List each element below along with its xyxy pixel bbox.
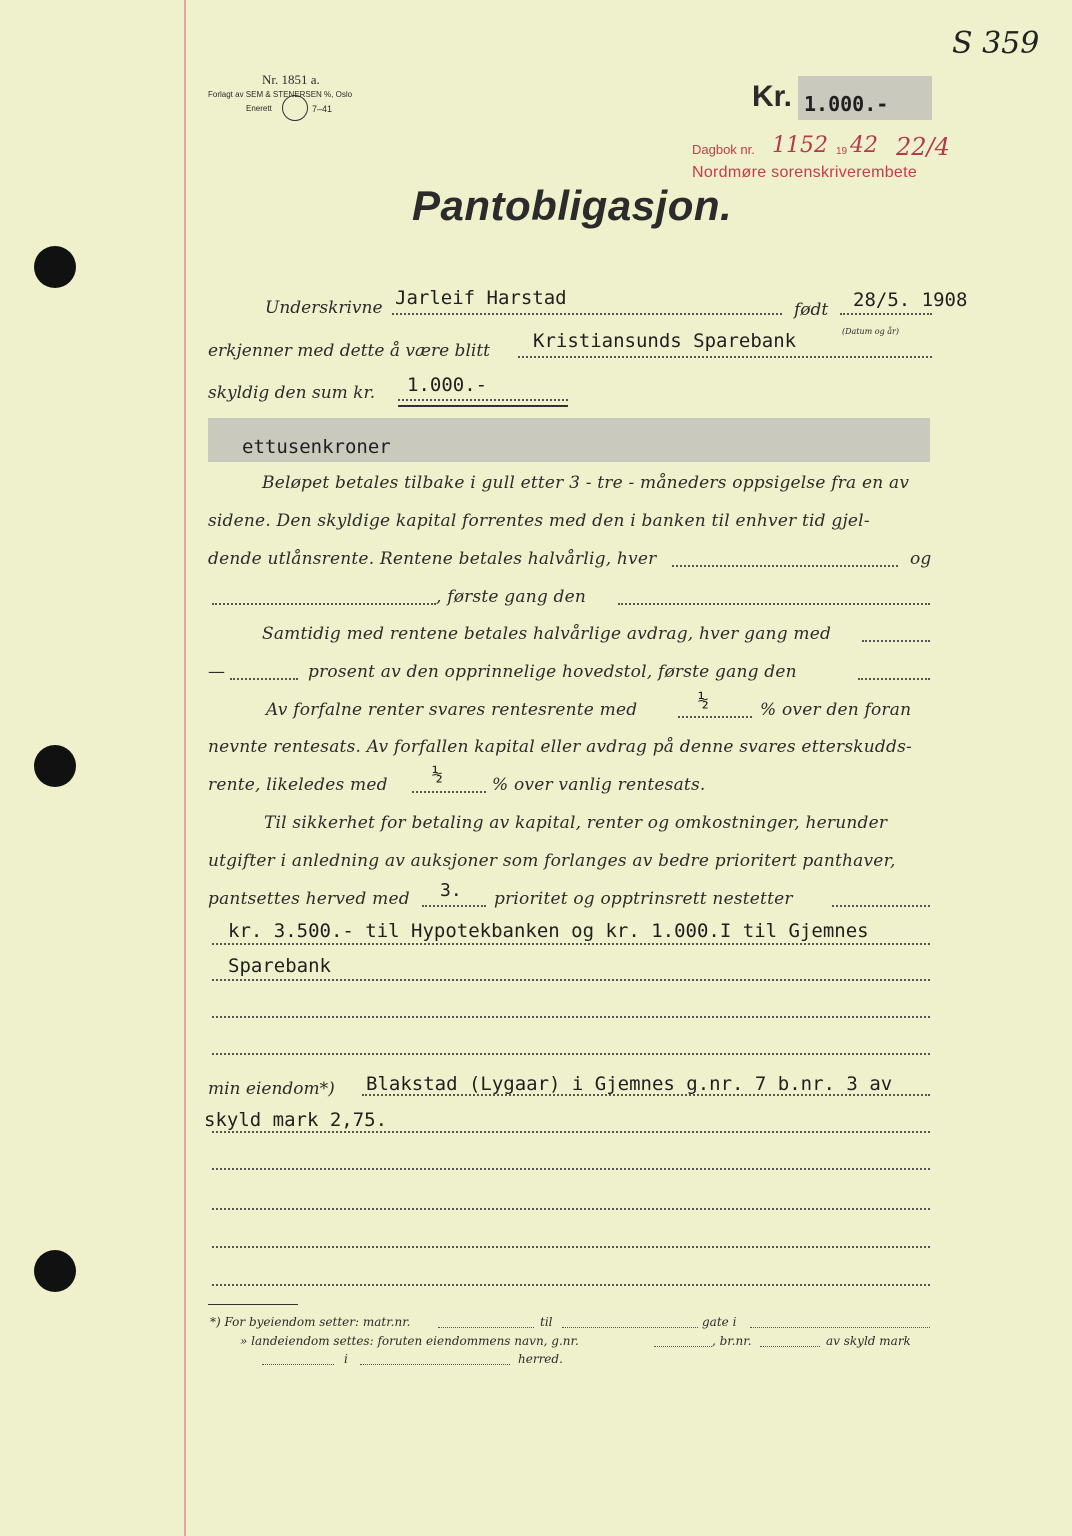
amount-prefix: Kr. xyxy=(752,80,793,113)
fill-line xyxy=(212,1016,930,1018)
sum-underline xyxy=(398,405,568,407)
body-line: Til sikkerhet for betaling av kapital, renter og omkostninger, herunder xyxy=(264,813,888,833)
footnote-line: herred. xyxy=(518,1352,563,1366)
creditor-value: Kristiansunds Sparebank xyxy=(533,330,797,352)
fill-line xyxy=(212,1208,930,1210)
fill-line xyxy=(438,1327,534,1328)
owing-label: skyldig den sum kr. xyxy=(208,383,376,403)
fill-line xyxy=(212,1168,930,1170)
footnote-line: , br.nr. xyxy=(712,1334,752,1348)
body-line: dende utlånsrente. Rentene betales halvårlig, hver xyxy=(208,549,657,569)
rights: Enerett xyxy=(246,104,272,113)
publisher-seal-icon xyxy=(282,95,308,121)
body-line: — xyxy=(208,662,226,682)
form-number: Nr. 1851 a. xyxy=(262,72,320,87)
body-line: prosent av den opprinnelige hovedstol, første gang den xyxy=(308,662,797,682)
fill-line xyxy=(230,678,298,680)
body-line: Av forfalne renter svares rentesrente med xyxy=(266,700,638,720)
late-interest-fraction: ½ xyxy=(432,764,443,785)
fill-line xyxy=(212,1131,930,1133)
footnote-line: » landeiendom settes: foruten eiendommens navn, g.nr. xyxy=(240,1334,579,1348)
fill-line xyxy=(518,356,932,358)
property-line: skyld mark 2,75. xyxy=(204,1109,388,1131)
body-line: nevnte rentesats. Av forfallen kapital eller avdrag på denne svares etterskudds- xyxy=(208,737,912,757)
fill-line xyxy=(618,603,930,605)
body-line: , første gang den xyxy=(436,587,587,607)
fill-line xyxy=(832,905,930,907)
fill-line xyxy=(398,399,568,401)
fill-line xyxy=(840,313,932,315)
dagbok-date: 22/4 xyxy=(896,133,950,161)
punch-hole xyxy=(34,1250,76,1292)
fill-line xyxy=(212,979,930,981)
sum-in-words: ettusenkroner xyxy=(242,436,391,458)
body-line: utgifter i anledning av auksjoner som forlanges av bedre prioritert panthaver, xyxy=(208,851,896,871)
fill-line xyxy=(562,1327,698,1328)
punch-hole xyxy=(34,745,76,787)
prior-encumbrance-line: Sparebank xyxy=(228,955,331,977)
acknowledge-label: erkjenner med dette å være blitt xyxy=(208,341,490,361)
prior-encumbrance-line: kr. 3.500.- til Hypotekbanken og kr. 1.000.I til Gjemnes xyxy=(228,920,869,942)
date-hint: (Datum og år) xyxy=(842,327,899,336)
interest-fraction: ½ xyxy=(698,690,709,711)
fill-line xyxy=(760,1346,820,1347)
dagbok-label: Dagbok nr. xyxy=(692,142,755,157)
fill-line xyxy=(212,1246,930,1248)
body-line: og xyxy=(910,549,932,569)
body-line: rente, likeledes med xyxy=(208,775,388,795)
fill-line xyxy=(672,565,898,567)
fill-line xyxy=(750,1327,930,1328)
footnote-line: gate i xyxy=(702,1315,737,1329)
publisher: Forlagt av SEM & STENERSEN %, Oslo xyxy=(208,90,353,99)
fill-line xyxy=(678,716,752,718)
dagbok-number: 1152 xyxy=(772,133,828,158)
footnote-line: til xyxy=(540,1315,553,1329)
date-code: 7–41 xyxy=(312,104,333,114)
fill-line xyxy=(862,640,930,642)
body-line: Samtidig med rentene betales halvårlige avdrag, hver gang med xyxy=(262,624,832,644)
body-line: sidene. Den skyldige kapital forrentes med den i banken til enhver tid gjel- xyxy=(208,511,870,531)
fill-line xyxy=(212,1053,930,1055)
property-label: min eiendom*) xyxy=(208,1079,335,1099)
footnote-line: i xyxy=(344,1352,348,1366)
footnote-line: av skyld mark xyxy=(826,1334,911,1348)
sum-value: 1.000.- xyxy=(407,374,488,396)
dagbok-year: 42 xyxy=(850,133,878,158)
fill-line xyxy=(212,603,436,605)
born-value: 28/5. 1908 xyxy=(853,289,968,311)
body-line: prioritet og opptrinsrett nestetter xyxy=(494,889,793,909)
footnote-line: *) For byeiendom setter: matr.nr. xyxy=(210,1315,411,1329)
page-number: S 359 xyxy=(952,26,1040,61)
priority-number: 3. xyxy=(440,880,462,901)
punch-hole xyxy=(34,246,76,288)
fill-line xyxy=(654,1346,712,1347)
body-line: % over den foran xyxy=(760,700,912,720)
fill-line xyxy=(262,1364,334,1365)
year-prefix: 19 xyxy=(836,146,848,157)
fill-line xyxy=(858,678,930,680)
undersigned-label: Underskrivne xyxy=(265,298,383,318)
office-stamp: Nordmøre sorenskriverembete xyxy=(692,164,918,181)
fill-line xyxy=(422,905,486,907)
footnote-rule xyxy=(208,1304,298,1305)
undersigned-value: Jarleif Harstad xyxy=(395,287,567,309)
body-line: pantsettes herved med xyxy=(208,889,410,909)
amount-value: 1.000.- xyxy=(804,92,889,116)
fill-line xyxy=(360,1364,510,1365)
fill-line xyxy=(392,313,782,315)
property-line: Blakstad (Lygaar) i Gjemnes g.nr. 7 b.nr. 3 av xyxy=(366,1073,893,1095)
margin-line xyxy=(184,0,186,1536)
fill-line xyxy=(412,791,486,793)
fill-line xyxy=(212,1284,930,1286)
body-line: Beløpet betales tilbake i gull etter 3 - tre - måneders oppsigelse fra en av xyxy=(262,473,910,493)
fill-line xyxy=(212,943,930,945)
born-label: født xyxy=(794,300,829,320)
document-title: Pantobligasjon. xyxy=(412,182,733,229)
body-line: % over vanlig rentesats. xyxy=(492,775,706,795)
